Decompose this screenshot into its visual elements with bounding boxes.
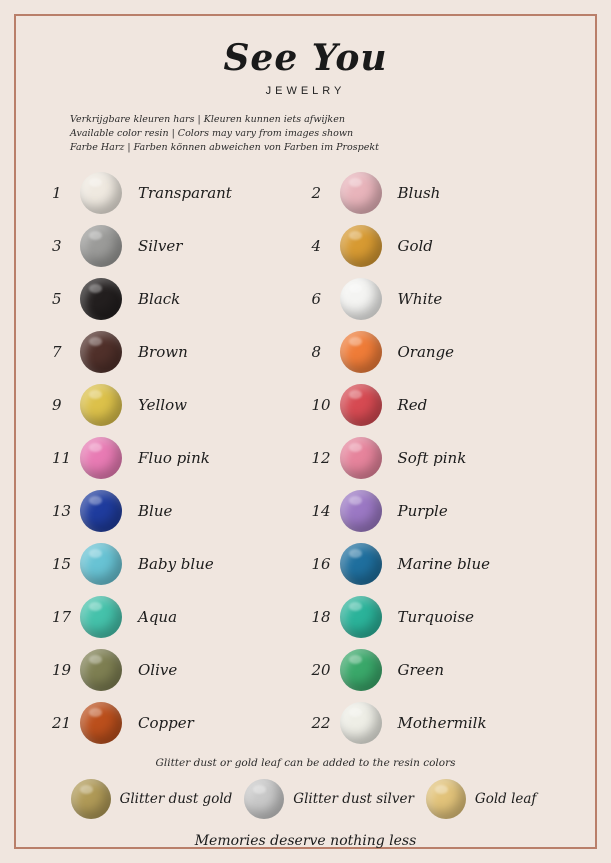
glitter-swatch (71, 779, 111, 819)
color-number: 5 (52, 289, 62, 308)
color-swatch (340, 596, 382, 638)
color-swatch (340, 490, 382, 532)
color-label: Transparant (138, 183, 232, 202)
color-swatch (80, 649, 122, 691)
color-item (46, 325, 306, 378)
color-swatch (340, 702, 382, 744)
color-label: Gold (397, 236, 433, 255)
color-label: Turquoise (397, 607, 475, 626)
color-item (306, 378, 566, 431)
color-number: 4 (311, 236, 322, 255)
color-number: 7 (52, 342, 62, 361)
color-number: 8 (311, 342, 322, 361)
color-label: Aqua (138, 607, 178, 626)
color-label: Green (397, 660, 445, 679)
color-number: 1 (52, 183, 62, 202)
color-item (306, 590, 566, 643)
color-item (46, 219, 306, 272)
color-number: 9 (52, 395, 62, 414)
color-swatch (340, 384, 382, 426)
glitter-swatch (244, 779, 284, 819)
color-label: Red (397, 395, 428, 414)
color-item (46, 643, 306, 696)
color-number: 22 (311, 713, 331, 732)
page-content (16, 16, 595, 850)
color-swatch (340, 225, 382, 267)
color-item (46, 484, 306, 537)
glitter-label: Glitter dust silver (293, 791, 414, 808)
color-label: White (397, 289, 443, 308)
color-item (46, 537, 306, 590)
color-item (306, 325, 566, 378)
disclaimer-note (70, 113, 565, 154)
color-swatch (80, 331, 122, 373)
tagline: Memories deserve nothing less (194, 833, 417, 850)
color-label: Blush (397, 183, 441, 202)
color-label: Yellow (138, 395, 187, 414)
color-swatch (340, 172, 382, 214)
glitter-row (46, 779, 565, 819)
glitter-swatch (426, 779, 466, 819)
color-number: 21 (52, 713, 72, 732)
color-label: Brown (138, 342, 188, 361)
color-swatch (80, 490, 122, 532)
color-label: Black (138, 289, 181, 308)
color-label: Baby blue (138, 554, 214, 573)
color-swatch (340, 543, 382, 585)
color-label: Fluo pink (138, 448, 210, 467)
glitter-item (244, 779, 418, 819)
color-swatch (340, 649, 382, 691)
color-item (306, 219, 566, 272)
color-swatch (80, 437, 122, 479)
color-swatch (80, 384, 122, 426)
color-number: 15 (52, 554, 72, 573)
color-grid (46, 166, 565, 749)
glitter-item (71, 779, 237, 819)
color-number: 18 (311, 607, 331, 626)
color-item (306, 272, 566, 325)
color-swatch (80, 172, 122, 214)
color-number: 13 (52, 501, 72, 520)
color-label: Orange (397, 342, 455, 361)
color-swatch (340, 437, 382, 479)
color-item (306, 484, 566, 537)
color-item (306, 537, 566, 590)
color-item (306, 643, 566, 696)
color-label: Copper (138, 713, 194, 732)
color-label: Mothermilk (397, 713, 487, 732)
brand-header (46, 37, 565, 97)
glitter-item (426, 779, 541, 819)
color-number: 12 (311, 448, 331, 467)
color-item (46, 378, 306, 431)
color-item (46, 431, 306, 484)
color-item (46, 166, 306, 219)
color-number: 14 (311, 501, 331, 520)
color-number: 17 (52, 607, 72, 626)
disclaimer-line-nl: Verkrijgbare kleuren hars | Kleuren kunnen iets afwijken (70, 114, 345, 125)
color-label: Olive (138, 660, 178, 679)
color-number: 6 (311, 289, 322, 308)
color-item (306, 696, 566, 749)
color-item (46, 696, 306, 749)
color-label: Purple (397, 501, 448, 520)
color-number: 3 (52, 236, 62, 255)
color-item (46, 590, 306, 643)
color-label: Silver (138, 236, 183, 255)
color-swatch (80, 543, 122, 585)
color-item (46, 272, 306, 325)
glitter-label: Gold leaf (474, 791, 537, 808)
color-label: Blue (138, 501, 173, 520)
disclaimer-line-de: Farbe Harz | Farben können abweichen von Farben im Prospekt (70, 141, 379, 153)
color-item (306, 166, 566, 219)
color-swatch (340, 278, 382, 320)
color-number: 16 (311, 554, 331, 573)
brand-subtitle: JEWELRY (265, 85, 346, 97)
color-swatch (80, 702, 122, 744)
color-number: 2 (311, 183, 322, 202)
color-swatch (80, 278, 122, 320)
color-label: Soft pink (397, 448, 467, 467)
color-number: 19 (52, 660, 72, 679)
color-label: Marine blue (397, 554, 491, 573)
color-number: 20 (311, 660, 331, 679)
color-item (306, 431, 566, 484)
color-number: 10 (311, 395, 331, 414)
glitter-label: Glitter dust gold (119, 791, 233, 808)
disclaimer-line-en: Available color resin | Colors may vary from images shown (70, 127, 354, 139)
color-swatch (80, 596, 122, 638)
glitter-note: Glitter dust or gold leaf can be added to the resin colors (155, 757, 456, 770)
color-swatch (340, 331, 382, 373)
brand-name: See You (223, 37, 388, 79)
color-swatch (80, 225, 122, 267)
color-number: 11 (52, 448, 72, 467)
